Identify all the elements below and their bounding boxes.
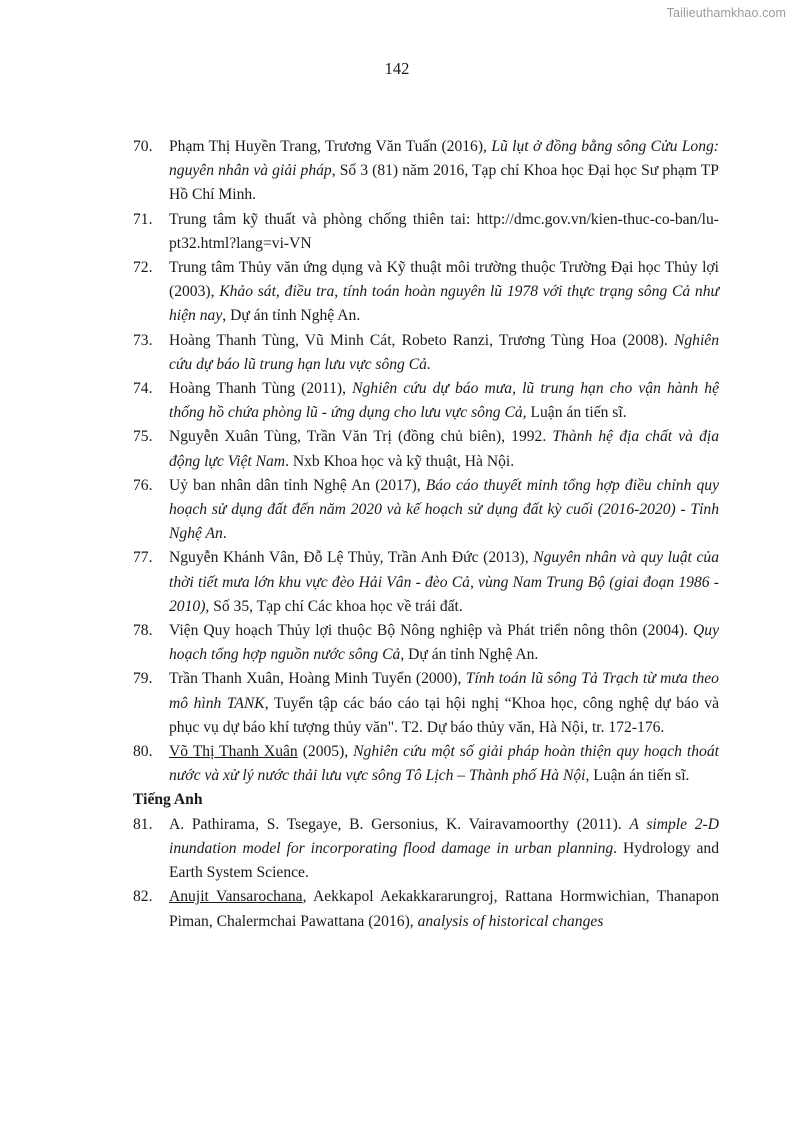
reference-73 <box>133 329 719 377</box>
reference-title: A simple 2-D inundation model for incorporating flood damage in urban planning <box>169 815 719 857</box>
reference-title: Nghiên cứu dự báo mưa, lũ trung hạn cho vận hành hệ thống hồ chứa phòng lũ - ứng dụng cho lưu vực sông Cả <box>169 380 719 422</box>
reference-title: Khảo sát, điều tra, tính toán hoàn nguyên lũ 1978 với thực trạng sông Cả như hiện nay <box>169 283 719 325</box>
reference-text: , Số 3 (81) năm 2016, Tạp chí Khoa học Đại học Sư phạm TP Hồ Chí Minh. <box>169 162 719 204</box>
reference-79 <box>133 667 719 740</box>
reference-text: . <box>222 525 227 543</box>
reference-number: 71. <box>133 210 153 228</box>
reference-number: 82. <box>133 888 153 906</box>
reference-title: Nguyên nhân và quy luật của thời tiết mưa lớn khu vực đèo Hải Vân - đèo Cả, vùng Nam Trung Bộ (giai đoạn 1986 - 2010) <box>169 549 719 615</box>
reference-82 <box>133 885 719 933</box>
reference-text: Trung tâm kỹ thuất và phòng chống thiên tai: http://dmc.gov.vn/kien-thuc-co-ban/lu-pt32.html?lang=vi-VN <box>169 210 719 252</box>
reference-75 <box>133 425 719 473</box>
reference-number: 74. <box>133 380 153 398</box>
reference-title: Quy hoạch tổng hợp nguồn nước sông Cả <box>169 622 719 664</box>
reference-text: , Tuyển tập các báo cáo tại hội nghị “Khoa học, công nghệ dự báo và phục vụ dự báo khí tượng thủy văn". T2. Dự báo thủy văn, Hà Nội, tr. 172-176. <box>169 694 719 736</box>
reference-text: Nguyễn Khánh Vân, Đỗ Lệ Thủy, Trần Anh Đức (2013), <box>169 549 534 567</box>
reference-text: , Luận án tiến sĩ. <box>522 404 627 422</box>
reference-72 <box>133 256 719 329</box>
reference-author: Anujit Vansarochana <box>169 888 303 906</box>
reference-76 <box>133 474 719 547</box>
reference-text: . Hydrology and Earth System Science. <box>169 839 720 882</box>
reference-title: Lũ lụt ở đồng bằng sông Cửu Long: nguyên nhân và giải pháp <box>169 138 719 180</box>
reference-title: Thành hệ địa chất và địa động lực Việt Nam <box>169 428 719 470</box>
reference-text: Trung tâm Thủy văn ứng dụng và Kỹ thuật môi trường thuộc Trường Đại học Thủy lợi (2003), <box>169 259 719 301</box>
reference-80 <box>133 740 719 788</box>
reference-title: Tính toán lũ sông Tả Trạch từ mưa theo mô hình TANK <box>169 670 719 712</box>
reference-text: , Dự án tỉnh Nghệ An. <box>222 307 361 325</box>
reference-number: 72. <box>133 259 153 277</box>
reference-81 <box>133 813 719 886</box>
reference-title: Báo cáo thuyết minh tổng hợp điều chỉnh quy hoạch sử dụng đất đến năm 2020 và kế hoạch sử dụng đất kỳ cuối (2016-2020) - Tỉnh Nghệ An <box>169 476 719 543</box>
reference-text: , Dự án tỉnh Nghệ An. <box>400 646 539 664</box>
reference-text: , Aekkapol Aekakkararungroj, Rattana Hormwichian, Thanapon Piman, Chalermchai Pawattana (2016), <box>169 888 720 930</box>
reference-text: (2005), <box>297 743 354 761</box>
reference-number: 75. <box>133 428 153 446</box>
reference-number: 80. <box>133 743 153 761</box>
reference-70 <box>133 135 719 208</box>
reference-number: 78. <box>133 622 153 640</box>
reference-text: Nguyễn Xuân Tùng, Trần Văn Trị (đồng chủ biên), 1992. <box>169 428 553 446</box>
reference-text: Uỷ ban nhân dân tỉnh Nghệ An (2017), <box>169 476 426 494</box>
reference-text: , Luận án tiến sĩ. <box>585 767 690 785</box>
reference-77 <box>133 546 719 619</box>
reference-text: , Số 35, Tạp chí Các khoa học về trái đất. <box>205 597 463 615</box>
reference-list <box>133 135 719 934</box>
page-number: 142 <box>384 59 410 78</box>
section-heading-english: Tiếng Anh <box>133 791 203 809</box>
watermark: Tailieuthamkhao.com <box>666 6 786 20</box>
reference-number: 79. <box>133 670 153 688</box>
reference-text: A. Pathirama, S. Tsegaye, B. Gersonius, K. Vairavamoorthy (2011). <box>169 815 630 833</box>
reference-title: analysis of historical changes <box>417 912 604 930</box>
reference-78 <box>133 619 719 667</box>
reference-text: Hoàng Thanh Tùng (2011), <box>169 380 353 398</box>
reference-74 <box>133 377 719 425</box>
reference-number: 77. <box>133 549 153 567</box>
reference-71 <box>133 208 719 256</box>
reference-text: Hoàng Thanh Tùng, Vũ Minh Cát, Robeto Ranzi, Trương Tùng Hoa (2008). <box>169 331 674 349</box>
reference-text: . Nxb Khoa học và kỹ thuật, Hà Nội. <box>285 452 515 470</box>
reference-text: Trần Thanh Xuân, Hoàng Minh Tuyển (2000), <box>169 670 466 688</box>
reference-author: Võ Thị Thanh Xuân <box>169 743 298 761</box>
reference-text: Phạm Thị Huyền Trang, Trương Văn Tuấn (2016), <box>169 138 492 155</box>
reference-number: 73. <box>133 331 153 349</box>
reference-number: 70. <box>133 138 153 155</box>
reference-title: Nghiên cứu dự báo lũ trung hạn lưu vực sông Cả. <box>169 331 719 373</box>
reference-number: 81. <box>133 815 153 833</box>
reference-text: Viện Quy hoạch Thủy lợi thuộc Bộ Nông nghiệp và Phát triển nông thôn (2004). <box>169 622 694 640</box>
reference-number: 76. <box>133 476 153 494</box>
reference-title: Nghiên cứu một số giải pháp hoàn thiện quy hoạch thoát nước và xử lý nước thải lưu vực sông Tô Lịch – Thành phố Hà Nội <box>169 743 719 785</box>
